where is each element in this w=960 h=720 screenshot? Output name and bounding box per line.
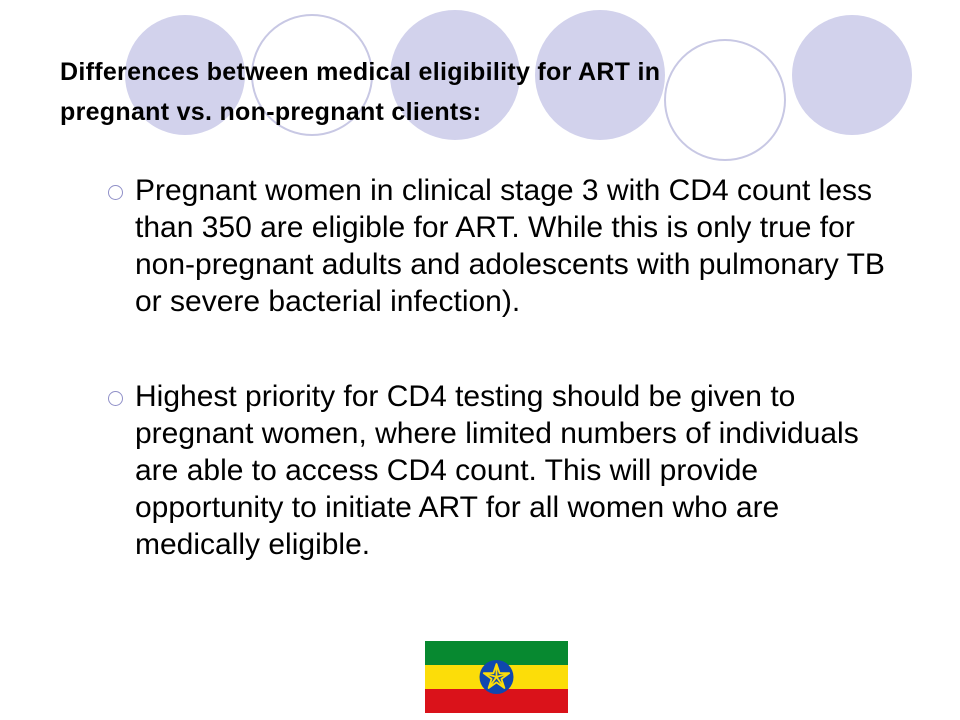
bullet-item-1 xyxy=(108,172,898,320)
bullet-text-1: Pregnant women in clinical stage 3 with CD4 count less than 350 are eligible for ART. While this is only true for non-pregnant adults and adolescents with pulmonary TB or severe bacterial infection). xyxy=(135,174,885,318)
title-line-2: pregnant vs. non-pregnant clients: xyxy=(60,98,482,126)
title-line-1: Differences between medical eligibility for ART in xyxy=(60,58,661,86)
circle-bullet-icon xyxy=(108,391,123,406)
bullet-text-2: Highest priority for CD4 testing should be given to pregnant women, where limited numbers of individuals are able to access CD4 count. This will provide opportunity to initiate ART for all women who are medically eligible. xyxy=(135,380,859,561)
bullet-item-2 xyxy=(108,378,898,563)
slide-title xyxy=(60,52,880,132)
ethiopia-flag-icon xyxy=(425,641,568,713)
bullet-list xyxy=(108,172,898,563)
circle-bullet-icon xyxy=(108,185,123,200)
